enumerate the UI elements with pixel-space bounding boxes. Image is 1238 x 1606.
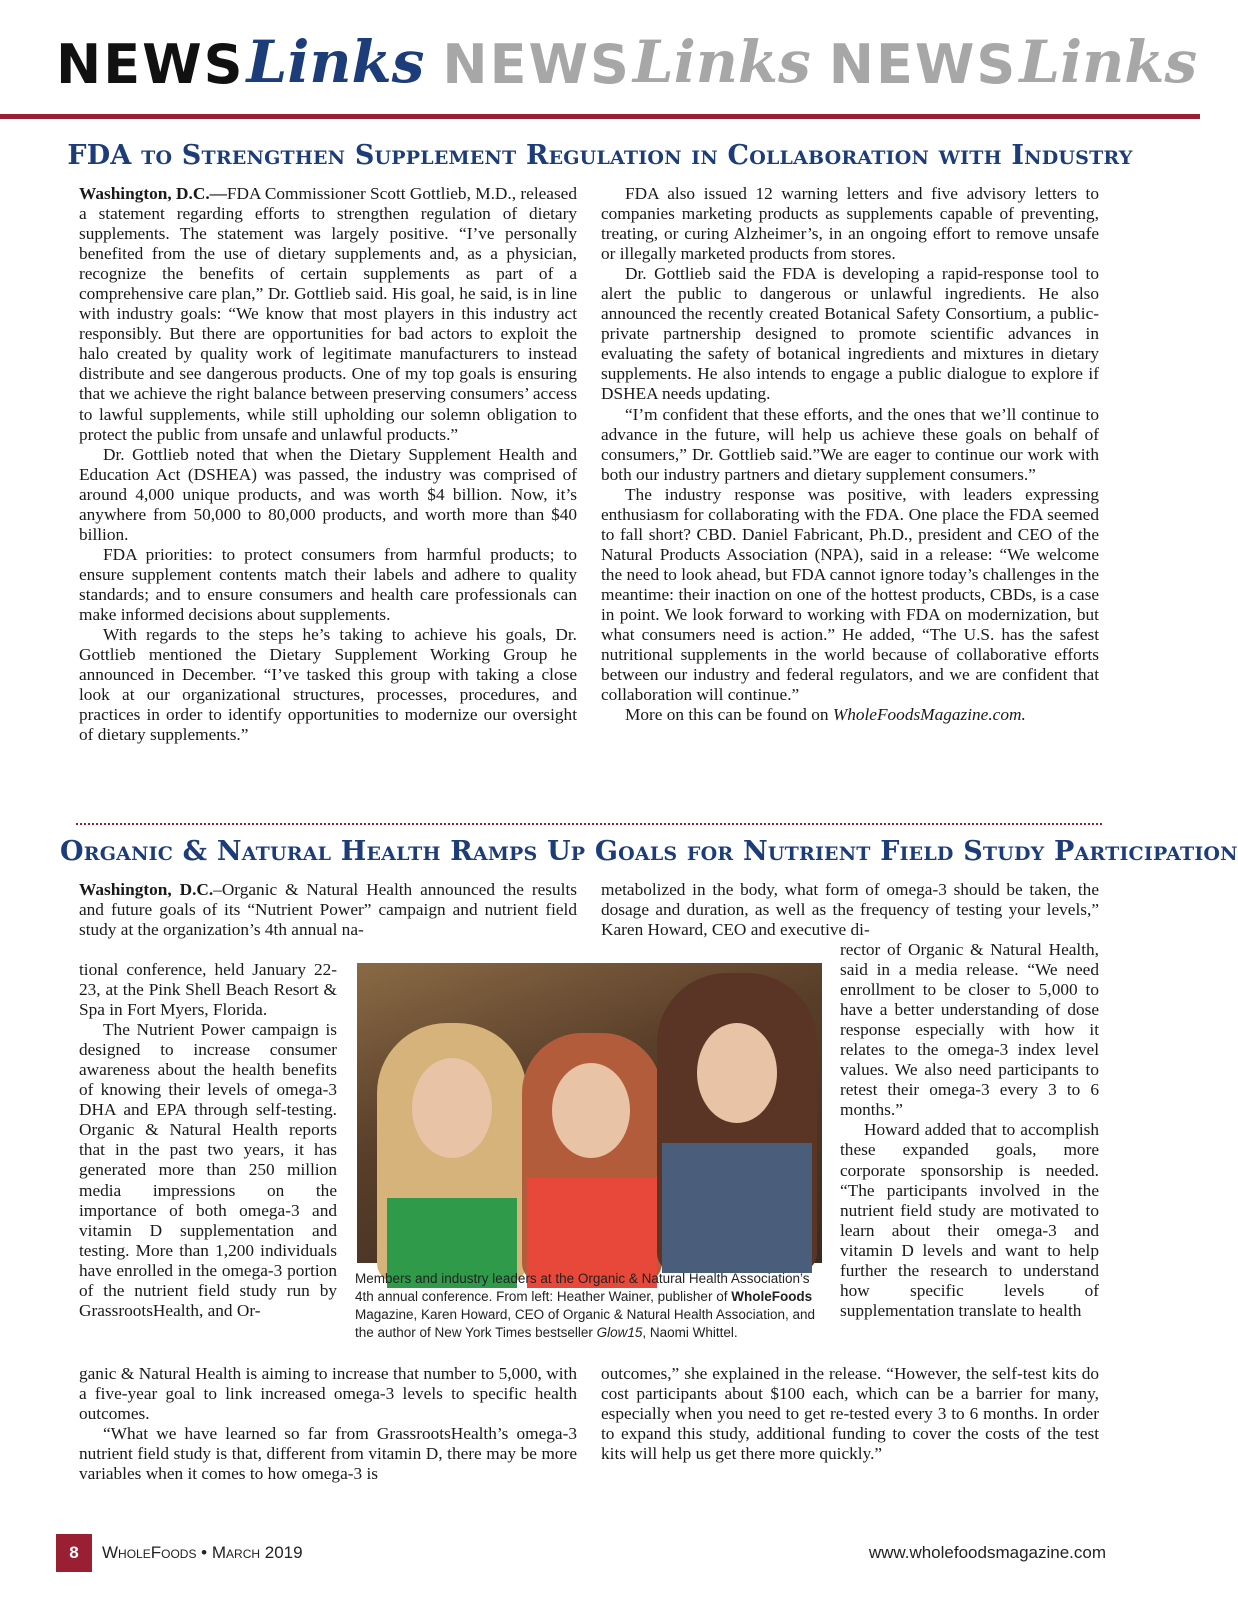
photo-caption: Members and industry leaders at the Organic & Natural Health Association’s 4th annual conference. From left: Heather Wainer, publisher of WholeFoods Magazine, Karen Howard, CEO of Organic & Natural Health Association, and the author of New York Times bestseller Glow15, Naomi Whittel. — [355, 1271, 815, 1340]
article2-lead: Washington, D.C.–Organic & Natural Health announced the results and future goals of its “Nutrient Power” campaign and nutrient field study at the organization’s 4th annual na- — [79, 880, 577, 940]
article2-paragraph: The Nutrient Power campaign is designed to increase consumer awareness about the health benefits of knowing their levels of omega-3 DHA and EPA through self-testing. Organic & Natural Health reports that in the past two years, it has generated more than 250 million media impressions on the importance of both omega-3 and vitamin D supplementation and testing. More than 1,200 individuals have enrolled in the omega-3 portion of the nutrient field study run by GrassrootsHealth, and Or- — [79, 1020, 337, 1320]
article2-dateline: Washington, D.C. — [79, 880, 214, 899]
article1-left-column — [79, 184, 577, 745]
section-divider — [76, 823, 1102, 825]
article1-more-link[interactable]: WholeFoodsMagazine.com. — [832, 705, 1026, 725]
publication-name: WholeFoods — [102, 1543, 197, 1562]
masthead-news-word: NEWS — [828, 33, 1018, 96]
article1-paragraph: FDA also issued 12 warning letters and five advisory letters to companies marketing products as supplements capable of preventing, treating, or curing Alzheimer’s, in an ongoing effort to remove unsafe or illegally marketed products from stores. — [601, 184, 1099, 264]
masthead-news-word: NEWS — [56, 33, 245, 96]
article2-paragraph: rector of Organic & Natural Health, said in a media release. “We need enrollment to be closer to 5,000 to have a better understanding of dose response especially with how it relates to the omega-3 index level values. We also need participants to retest their omega-3 every 3 to 6 months.” — [840, 940, 1099, 1120]
article1-headline: FDA to Strengthen Supplement Regulation in Collaboration with Industry — [67, 140, 1133, 171]
article2-left-narrow-column — [79, 960, 337, 1321]
publication-line: WholeFoods • March 2019 — [102, 1543, 303, 1562]
masthead-logo-2 — [442, 28, 824, 96]
masthead-news-word: NEWS — [442, 33, 631, 96]
article2-paragraph: ganic & Natural Health is aiming to increase that number to 5,000, with a five-year goal to link increased omega-3 levels to specific health outcomes. — [79, 1364, 577, 1424]
article2-paragraph: Howard added that to accomplish these expanded goals, more corporate sponsorship is needed. “The participants involved in the nutrient field study are motivated to learn about their omega-3 and vitamin D levels and want to help further the research to understand how specific levels of supplementation translate to health — [840, 1120, 1099, 1320]
article1-right-column — [601, 184, 1099, 725]
article2-right-top — [601, 880, 1099, 940]
article1-dateline: Washington, D.C.— — [79, 184, 227, 203]
article1-more-line: More on this can be found on WholeFoodsMagazine.com. — [625, 705, 1026, 725]
footer-url[interactable]: www.wholefoodsmagazine.com — [868, 1543, 1106, 1562]
person-left — [377, 1023, 527, 1283]
masthead-links-word: Links — [632, 28, 811, 96]
conference-photo — [357, 963, 822, 1263]
article1-paragraph: FDA priorities: to protect consumers from harmful products; to ensure supplement contents match their labels and adhere to quality standards; and to ensure consumers and health care professionals can make informed decisions about supplements. — [79, 544, 577, 624]
article2-bottom-left — [79, 1364, 577, 1484]
issue-date: March 2019 — [211, 1543, 303, 1562]
article1-paragraph: Washington, D.C.—FDA Commissioner Scott Gottlieb, M.D., released a statement regarding efforts to strengthen regulation of dietary supplements. The statement was largely positive. “I’ve personally benefited from the use of dietary supplements and, as a physician, recognize the benefits of certain supplements as part of a comprehensive care plan,” Dr. Gottlieb said. His goal, he said, is in line with industry goals: “We know that most players in this industry act responsibly. But there are opportunities for bad actors to exploit the halo created by quality work of legitimate manufacturers to instead distribute and see dangerous products. One of my top goals is ensuring that we achieve the right balance between preserving consumers’ access to lawful supplements, while still upholding our solemn obligation to protect the public from unsafe and unlawful products.” — [79, 184, 577, 444]
masthead — [56, 28, 1198, 104]
article2-paragraph: metabolized in the body, what form of omega-3 should be taken, the dosage and duration, as well as the frequency of testing your levels,” Karen Howard, CEO and executive di- — [601, 880, 1099, 940]
article1-paragraph: The industry response was positive, with leaders expressing enthusiasm for collaborating with the FDA. One place the FDA seemed to fall short? CBD. Daniel Fabricant, Ph.D., president and CEO of the Natural Products Association (NPA), said in a release: “We welcome the need to look ahead, but FDA cannot ignore today’s challenges in the meantime: their inaction on one of the hottest products, CBDs, is a case in point. We look forward to working with FDA on modernization, but what consumers need is action.” He added, “The U.S. has the safest nutritional supplements in the world because of collaborative efforts between our industry and federal regulators, and we are confident that collaboration will continue.” — [601, 484, 1099, 705]
masthead-rule — [0, 114, 1200, 119]
article2-paragraph: tional conference, held January 22-23, at the Pink Shell Beach Resort & Spa in Fort Myers, Florida. — [79, 960, 337, 1020]
article2-paragraph: outcomes,” she explained in the release. “However, the self-test kits do cost participants about $100 each, which can be a barrier for many, especially when you need to get re-tested every 3 to 6 months. In order to expand this study, additional funding to cover the costs of the test kits will help us get there more quickly.” — [601, 1364, 1099, 1464]
article1-paragraph: With regards to the steps he’s taking to achieve his goals, Dr. Gottlieb mentioned the Dietary Supplement Working Group he announced in December. “I’ve tasked this group with taking a close look at our organizational structures, processes, procedures, and practices in order to identify opportunities to modernize our oversight of dietary supplements.” — [79, 625, 577, 745]
article2-paragraph: “What we have learned so far from GrassrootsHealth’s omega-3 nutrient field study is that, different from vitamin D, there may be more variables when it comes to how omega-3 is — [79, 1424, 577, 1484]
masthead-logo-3 — [828, 28, 1211, 96]
masthead-logo-1 — [56, 28, 438, 96]
person-center — [522, 1033, 662, 1283]
article2-headline: Organic & Natural Health Ramps Up Goals for Nutrient Field Study Participation — [60, 836, 1238, 867]
article2-bottom-right — [601, 1364, 1099, 1464]
article1-paragraph: “I’m confident that these efforts, and the ones that we’ll continue to advance in the future, will help us achieve these goals on behalf of consumers,” Dr. Gottlieb said.”We are eager to continue our work with both our industry partners and dietary supplement consumers.” — [601, 404, 1099, 484]
article1-paragraph: Dr. Gottlieb said the FDA is developing a rapid-response tool to alert the public to dangerous or unlawful ingredients. He also announced the recently created Botanical Safety Consortium, a public-private partnership designed to promote scientific advances in evaluating the safety of botanical ingredients and mixtures in dietary supplements. He also intends to engage a public dialogue to explore if DSHEA needs updating. — [601, 264, 1099, 404]
masthead-links-word: Links — [246, 28, 425, 96]
article2-right-narrow-column — [840, 940, 1099, 1321]
masthead-links-word: Links — [1019, 28, 1198, 96]
article1-paragraph: Dr. Gottlieb noted that when the Dietary Supplement Health and Education Act (DSHEA) was passed, the industry was comprised of around 4,000 unique products, and was worth $4 billion. Now, it’s anywhere from 50,000 to 80,000 products, and worth more than $40 billion. — [79, 444, 577, 544]
page-number: 8 — [56, 1534, 92, 1572]
person-right — [657, 973, 817, 1273]
page-footer — [56, 1534, 1106, 1572]
